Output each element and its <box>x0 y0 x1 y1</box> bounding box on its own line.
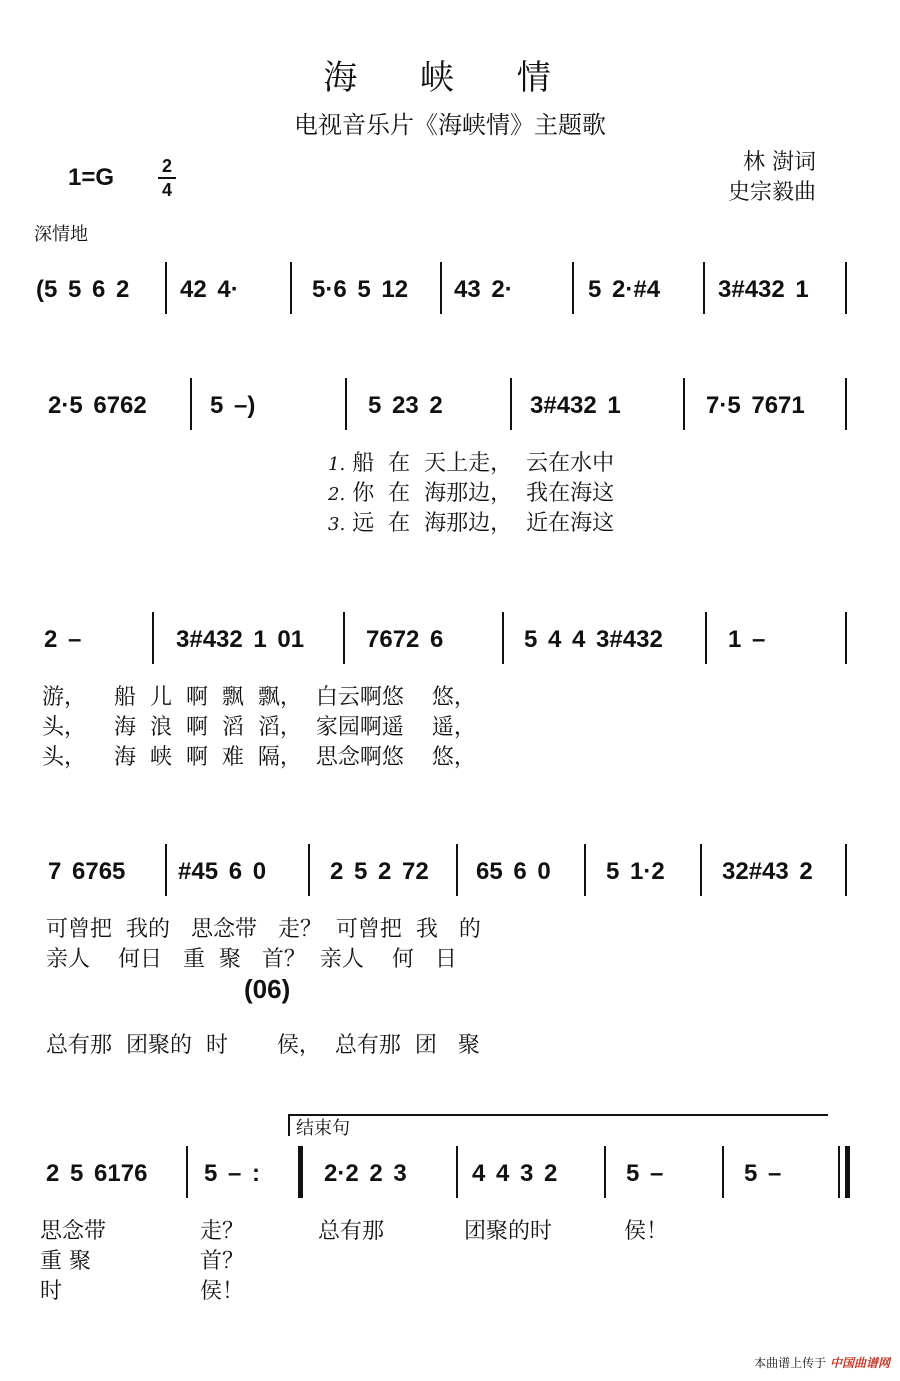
lyric-b-1: 重 聚 <box>40 1249 91 1274</box>
measure-25: 2·2 2 3 <box>324 1160 407 1187</box>
measure-2: 42 4· <box>180 276 239 303</box>
song-subtitle: 电视音乐片《海峡情》主题歌 <box>294 111 606 139</box>
song-title: 海 峡 情 <box>323 58 577 98</box>
measure-18: #45 6 0 <box>178 858 267 885</box>
measure-23: 2 5 6176 <box>46 1160 148 1187</box>
measure-12: 2 – <box>44 626 82 653</box>
lyric-b-2: 首？ <box>200 1249 245 1274</box>
measure-19: 2 5 2 72 <box>330 858 429 885</box>
lyric-a-3: 总有那 <box>318 1219 385 1244</box>
measure-22: 32#43 2 <box>722 858 813 885</box>
alternate-notes: (06) <box>244 974 291 1004</box>
lyric-a-4: 团聚的时 <box>464 1219 553 1244</box>
lyric-c-2: 侯！ <box>200 1279 245 1304</box>
credits <box>728 148 816 208</box>
site-logo[interactable]: 中国曲谱网 <box>829 1356 890 1370</box>
time-signature <box>158 156 176 200</box>
verse-number: 3. <box>328 514 346 535</box>
lyric-verse-2 <box>328 476 614 507</box>
lyricist: 林 澍词 <box>743 150 816 175</box>
composer: 史宗毅曲 <box>727 180 816 205</box>
measure-14: 7672 6 <box>366 626 444 653</box>
measure-17: 7 6765 <box>48 858 126 885</box>
measure-16: 1 – <box>728 626 766 653</box>
measure-4: 43 2· <box>454 276 513 303</box>
tempo-marking: 深情地 <box>34 224 88 245</box>
measure-20: 65 6 0 <box>476 858 551 885</box>
footer <box>754 1354 890 1371</box>
measure-13: 3#432 1 01 <box>176 626 305 653</box>
key-signature: 1=G <box>68 164 115 191</box>
measure-1: (5 5 6 2 <box>36 276 130 303</box>
meter-top: 2 <box>161 156 172 176</box>
lyric-a-1: 思念带 <box>40 1219 107 1244</box>
lyric-line-2: 头， 海 浪 啊 滔 滔， 家园啊遥 遥， <box>42 715 476 740</box>
lyric-a-5: 侯！ <box>624 1219 669 1244</box>
measure-6: 3#432 1 <box>718 276 809 303</box>
measure-10: 3#432 1 <box>530 392 621 419</box>
ending-label: 结束句 <box>296 1118 350 1139</box>
lyric-c-1: 时 <box>40 1279 63 1304</box>
verse-text: 船 在 天上走， 云在水中 <box>352 451 615 476</box>
measure-11: 7·5 7671 <box>706 392 805 419</box>
meter-bottom: 4 <box>161 180 172 200</box>
verse-number: 2. <box>328 484 346 505</box>
measure-3: 5·6 5 12 <box>312 276 409 303</box>
lyric-line-2: 亲人 何日 重 聚 首？ 亲人 何 日 <box>46 947 457 972</box>
lyric-line-3: 头， 海 峡 啊 难 隔， 思念啊悠 悠， <box>42 745 476 770</box>
measure-26: 4 4 3 2 <box>472 1160 558 1187</box>
measure-21: 5 1·2 <box>606 858 665 885</box>
measure-28: 5 – <box>744 1160 782 1187</box>
measure-5: 5 2·#4 <box>588 276 661 303</box>
measure-27: 5 – <box>626 1160 664 1187</box>
lyric-verse-3 <box>328 506 614 537</box>
verse-text: 你 在 海那边， 我在海这 <box>352 481 615 506</box>
lyric-verse-1 <box>328 446 614 477</box>
measure-8: 5 –) <box>210 392 256 419</box>
verse-number: 1. <box>328 454 346 475</box>
measure-15: 5 4 4 3#432 <box>524 626 663 653</box>
lyric-a-2: 走？ <box>200 1219 245 1244</box>
lyric-line-1: 可曾把 我的 思念带 走？ 可曾把 我 的 <box>46 917 481 942</box>
measure-9: 5 23 2 <box>368 392 443 419</box>
upload-note: 本曲谱上传于 <box>754 1356 827 1370</box>
verse-text: 远 在 海那边， 近在海这 <box>352 511 615 536</box>
lyric-line-3: 总有那 团聚的 时 侯， 总有那 团 聚 <box>46 1033 480 1058</box>
measure-7: 2·5 6762 <box>48 392 147 419</box>
lyric-line-1: 游， 船 儿 啊 飘 飘， 白云啊悠 悠， <box>42 685 476 710</box>
measure-24: 5 – : <box>204 1160 261 1187</box>
